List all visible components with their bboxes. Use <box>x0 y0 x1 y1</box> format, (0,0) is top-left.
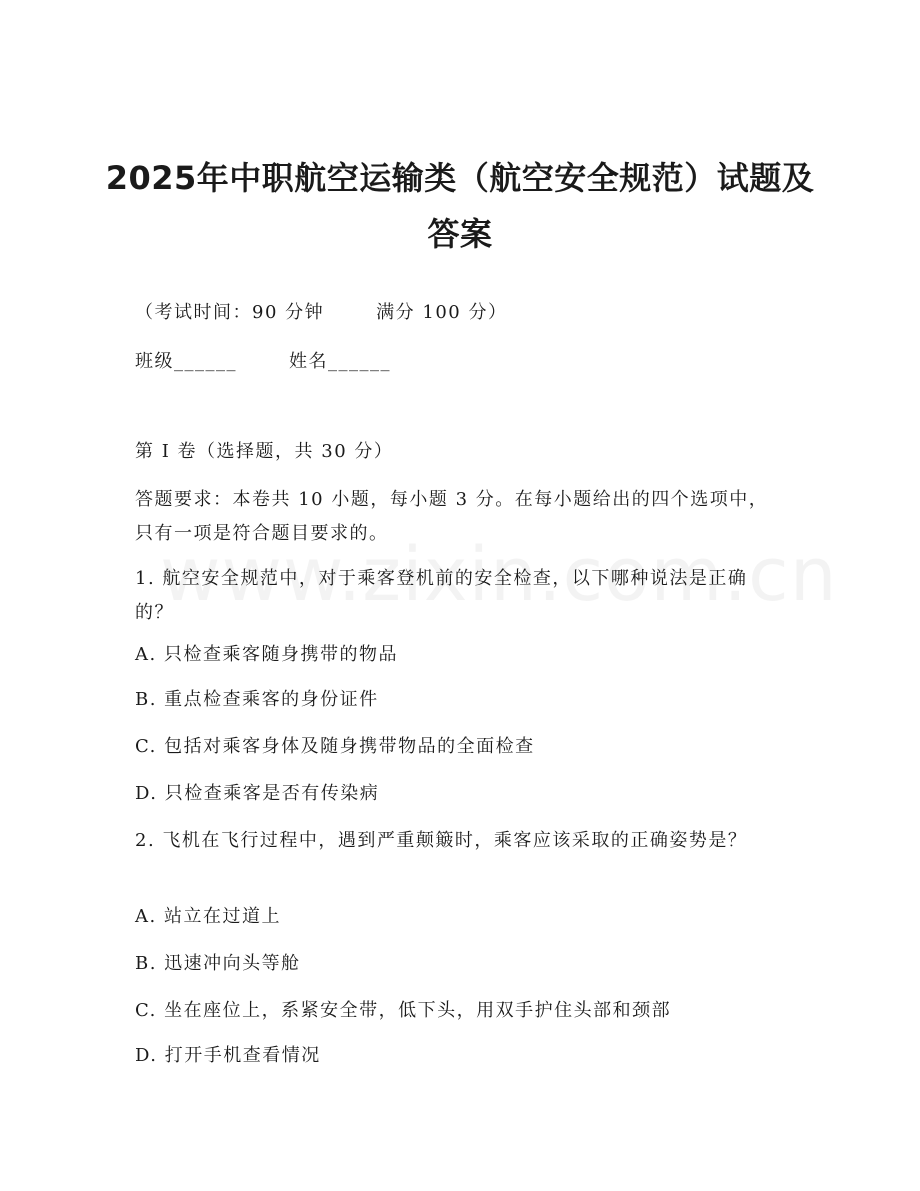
question-2-stem: 2. 飞机在飞行过程中，遇到严重颠簸时，乘客应该采取的正确姿势是？ <box>135 830 748 851</box>
class-field: 班级______ <box>135 351 237 372</box>
section-heading: 第 I 卷（选择题，共 30 分） <box>135 441 394 462</box>
question-2-option-a: A. 站立在过道上 <box>135 906 281 927</box>
name-field: 姓名______ <box>289 351 391 372</box>
exam-score: 满分 100 分） <box>376 302 508 323</box>
question-1-option-d: D. 只检查乘客是否有传染病 <box>135 783 380 804</box>
question-1-option-b: B. 重点检查乘客的身份证件 <box>135 689 379 710</box>
question-2-option-d: D. 打开手机查看情况 <box>135 1045 321 1066</box>
question-2-option-b: B. 迅速冲向头等舱 <box>135 953 301 974</box>
page-title: 2025年中职航空运输类（航空安全规范）试题及答案 <box>105 159 815 253</box>
exam-info <box>135 299 507 327</box>
section-instructions: 答题要求：本卷共 10 小题，每小题 3 分。在每小题给出的四个选项中，只有一项是符合题目要求的。 <box>135 489 769 544</box>
student-fields <box>135 348 391 376</box>
exam-time: （考试时间：90 分钟 <box>135 302 325 323</box>
question-1-option-a: A. 只检查乘客随身携带的物品 <box>135 644 398 665</box>
question-1-stem: 1. 航空安全规范中，对于乘客登机前的安全检查，以下哪种说法是正确的？ <box>135 568 748 623</box>
question-2-option-c: C. 坐在座位上，系紧安全带，低下头，用双手护住头部和颈部 <box>135 1000 672 1021</box>
question-1-option-c: C. 包括对乘客身体及随身携带物品的全面检查 <box>135 736 535 757</box>
